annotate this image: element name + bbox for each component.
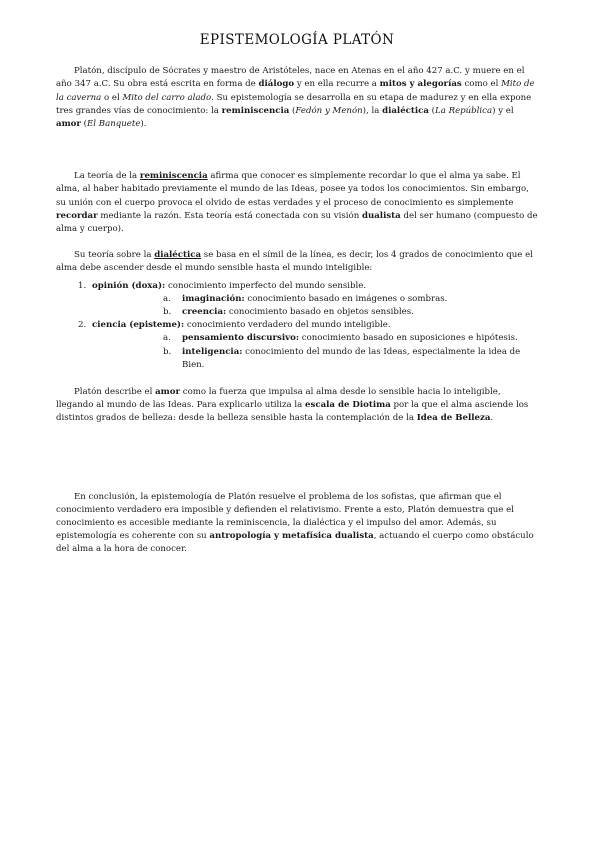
sub-levels-list — [92, 332, 538, 372]
intro-paragraph — [56, 65, 538, 131]
list-number: 2. — [78, 320, 87, 331]
level-desc: conocimiento verdadero del mundo inteligible. — [184, 320, 391, 331]
intro-banquete: El Banquete — [87, 119, 141, 130]
conclusion-dualista: antropología y metafísica dualista — [209, 531, 374, 542]
list-letter: a. — [163, 333, 171, 344]
intro-amor: amor — [56, 119, 81, 130]
knowledge-levels-list — [56, 280, 538, 372]
dialectica-term: dialéctica — [154, 250, 202, 261]
list-item — [56, 280, 538, 320]
dialectica-text-1: Su teoría sobre la — [74, 250, 155, 261]
intro-text-10: ( — [80, 119, 88, 130]
sub-level-term: imaginación: — [182, 293, 245, 304]
list-number: 1. — [78, 280, 87, 291]
conclusion-text-1: En conclusión, la epistemología de Platón resuelve el problema de los sofistas, que afirman que el conocimiento verdadero era imposible y defienden el relativismo. Frente a esto, Platón demuestra que el conocimiento es accesible mediante la reminiscencia, la dialéctica y el impulso del amor. Además, su epistemología es coherente con su — [56, 491, 514, 542]
sub-level-term: creencia: — [182, 307, 227, 318]
intro-text-1: Platón, discípulo de Sócrates y maestro de Aristóteles, nace en Atenas en el año 427 a.C. y muere en el año 347 a.C. Su obra está escrita en forma de — [56, 66, 525, 90]
intro-text-5: . Su epistemología se desarrolla en su etapa de madurez y en ella expone tres grandes vías de conocimiento: la — [56, 92, 532, 116]
amor-text-2: como la fuerza que impulsa al alma desde lo sensible hacia lo inteligible, llegando al mundo de las Ideas. Para explicarlo utiliza la — [56, 387, 501, 411]
document-title: EPISTEMOLOGÍA PLATÓN — [199, 32, 395, 48]
intro-text-9: ) y el — [492, 105, 514, 116]
intro-text-2: y en ella recurre a — [294, 79, 380, 90]
intro-dialogo: diálogo — [258, 79, 295, 90]
list-letter: b. — [163, 346, 172, 357]
intro-fedon-menon: Fedón y Menón — [295, 105, 363, 116]
list-item — [92, 293, 538, 306]
intro-dialectica: dialéctica — [382, 105, 429, 116]
list-item — [92, 346, 538, 372]
amor-diotima: escala de Diotima — [305, 400, 391, 411]
list-item — [92, 306, 538, 319]
level-term: opinión (doxa): — [92, 280, 166, 291]
amor-idea-belleza: Idea de Belleza — [416, 413, 491, 424]
intro-reminiscencia: reminiscencia — [221, 105, 290, 116]
reminiscencia-dualista: dualista — [361, 210, 401, 221]
reminiscencia-text-2: afirma que conocer es simplemente recordar lo que el alma ya sabe. El alma, al haber habitado previamente el mundo de las Ideas, posee ya todos los conocimientos. Sin embargo, su unión con el cuerpo provoca el olvido de estas verdades y el proceso de conocimiento es simplemente — [56, 171, 529, 208]
intro-mito-carro: Mito del carro alado — [122, 92, 212, 103]
list-letter: b. — [163, 307, 172, 318]
sub-level-desc: conocimiento basado en imágenes o sombras. — [244, 293, 448, 304]
reminiscencia-text-3: mediante la razón. Esta teoría está conectada con su visión — [97, 210, 362, 221]
level-desc: conocimiento imperfecto del mundo sensible. — [165, 280, 367, 291]
reminiscencia-term: reminiscencia — [139, 171, 208, 182]
amor-text-4: . — [490, 413, 494, 424]
reminiscencia-text-1: La teoría de la — [74, 171, 140, 182]
reminiscencia-text-4: del ser humano (compuesto de alma y cuerpo). — [56, 210, 538, 235]
sub-level-desc: conocimiento del mundo de las Ideas, especialmente la idea de Bien. — [182, 346, 521, 370]
sub-level-term: pensamiento discursivo: — [182, 333, 300, 344]
conclusion-text-2: , actuando el cuerpo como obstáculo del alma a la hora de conocer. — [56, 531, 534, 555]
intro-text-6: ( — [289, 105, 296, 116]
intro-mitos: mitos y alegorías — [379, 79, 462, 90]
amor-text-1: Platón describe el — [74, 387, 156, 398]
amor-text-3: por la que el alma asciende los distintos grados de belleza: desde la belleza sensible hasta la contemplación de la — [56, 400, 529, 424]
dialectica-text-2: se basa en el símil de la línea, es decir, los 4 grados de conocimiento que el alma debe ascender desde el mundo sensible hasta el mundo inteligible: — [56, 250, 533, 274]
list-item — [92, 332, 538, 345]
sub-levels-list — [92, 293, 538, 319]
sub-level-desc: conocimiento basado en suposiciones e hipótesis. — [299, 333, 518, 344]
list-item — [56, 319, 538, 372]
intro-text-7: ), la — [362, 105, 383, 116]
intro-text-4: o el — [101, 92, 123, 103]
amor-paragraph — [56, 386, 538, 426]
sub-level-desc: conocimiento basado en objetos sensibles. — [226, 307, 414, 318]
level-term: ciencia (episteme): — [92, 320, 185, 331]
list-letter: a. — [163, 293, 171, 304]
reminiscencia-recordar: recordar — [56, 210, 98, 221]
intro-text-3: como el — [461, 79, 502, 90]
intro-republica: La República — [435, 105, 493, 116]
intro-mito-caverna: Mito de la caverna — [56, 79, 535, 103]
dialectica-paragraph — [56, 249, 538, 275]
reminiscencia-paragraph — [56, 170, 538, 236]
sub-level-term: inteligencia: — [182, 346, 243, 357]
conclusion-paragraph — [56, 491, 538, 557]
intro-text-8: ( — [428, 105, 436, 116]
intro-text-11: ). — [140, 119, 147, 130]
amor-term: amor — [155, 387, 181, 398]
